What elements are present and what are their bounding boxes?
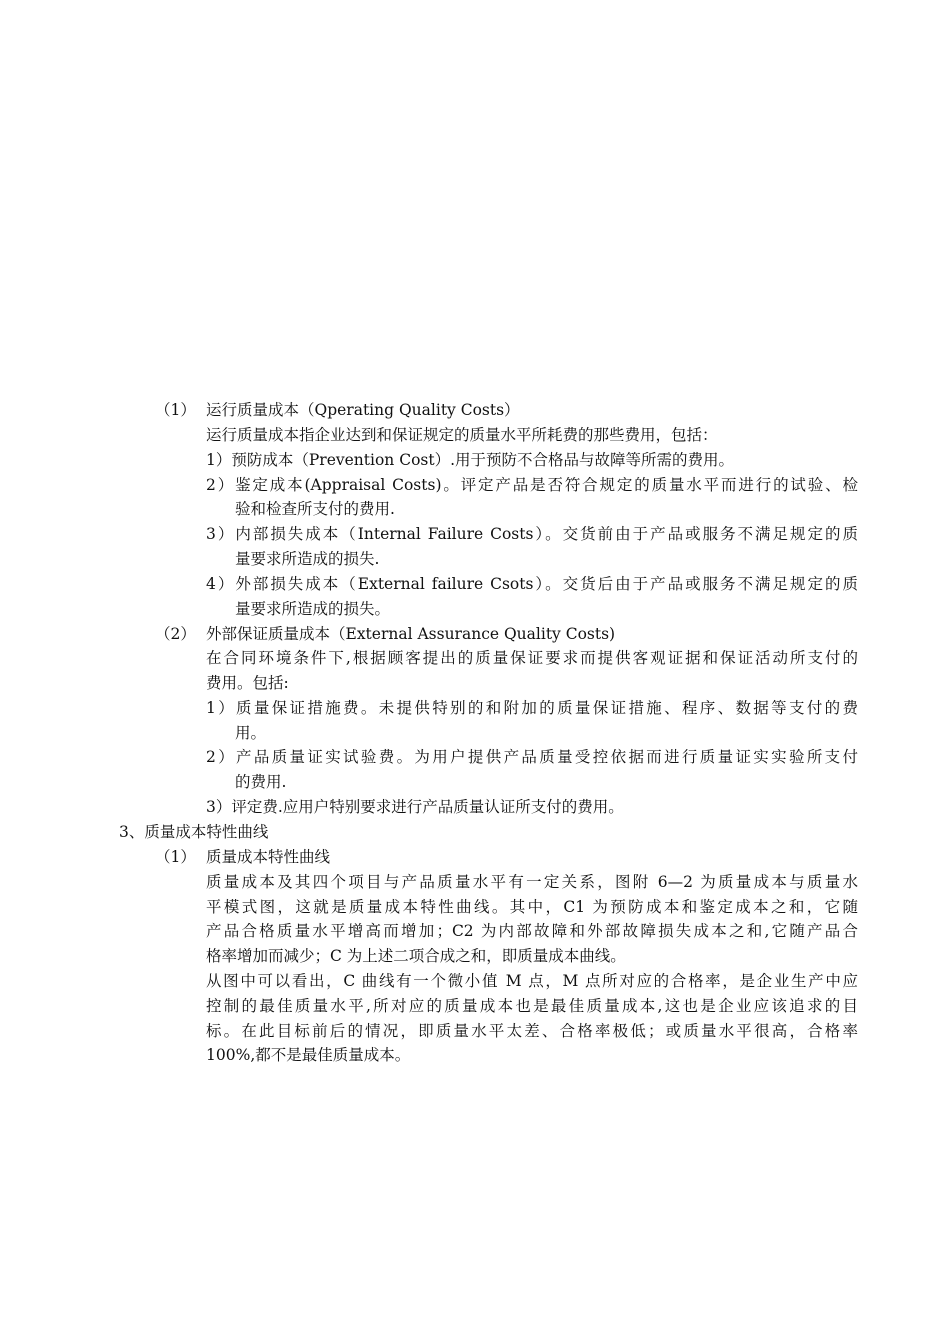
section1-intro: 运行质量成本指企业达到和保证规定的质量水平所耗费的那些费用，包括： [206, 426, 718, 444]
section3-paragraph1-line1: 质量成本及其四个项目与产品质量水平有一定关系，图附 6—2 为质量成本与质量水 [206, 873, 858, 891]
heading-quality-cost-curve: 3、质量成本特性曲线 [119, 823, 269, 841]
section3-paragraph2-line1: 从图中可以看出，C 曲线有一个微小值 M 点，M 点所对应的合格率，是企业生产中应 [206, 972, 858, 990]
section3-number: （1） [155, 848, 196, 866]
section1-item-internal-failure-cont: 量要求所造成的损失. [235, 550, 380, 568]
section3-paragraph1-line2: 平模式图，这就是质量成本特性曲线。其中，C1 为预防成本和鉴定成本之和，它随 [206, 898, 858, 916]
section3-title: 质量成本特性曲线 [206, 848, 331, 866]
section2-intro-cont: 费用。包括: [206, 674, 289, 692]
section2-item-evaluation-fee: 3）评定费.应用户特别要求进行产品质量认证所支付的费用。 [206, 798, 624, 816]
section1-item-appraisal-cont: 验和检查所支付的费用. [235, 500, 395, 518]
section3-paragraph2-line2: 控制的最佳质量水平,所对应的质量成本也是最佳质量成本,这也是企业应该追求的目 [206, 997, 858, 1015]
section1-number: （1） [155, 401, 196, 419]
section1-item-external-failure-cont: 量要求所造成的损失。 [235, 600, 391, 618]
section2-item-verification-test-cont: 的费用. [235, 773, 287, 791]
section2-item-assurance-measures: 1）质量保证措施费。未提供特别的和附加的质量保证措施、程序、数据等支付的费 [206, 699, 858, 717]
section2-number: （2） [155, 625, 196, 643]
section2-item-assurance-measures-cont: 用。 [235, 724, 267, 742]
section1-item-prevention: 1）预防成本（Prevention Cost）.用于预防不合格品与故障等所需的费用。 [206, 451, 735, 469]
section3-paragraph1-line3: 产品合格质量水平增高而增加；C2 为内部故障和外部故障损失成本之和,它随产品合 [206, 922, 858, 940]
section1-item-external-failure: 4）外部损失成本（External failure Csots）。交货后由于产品或服务不满足规定的质 [206, 575, 858, 593]
section2-title: 外部保证质量成本（External Assurance Quality Costs) [206, 625, 616, 643]
section3-paragraph1-line4: 格率增加而减少；C 为上述二项合成之和，即质量成本曲线。 [206, 947, 626, 965]
section1-title: 运行质量成本（Qperating Quality Costs） [206, 401, 520, 419]
section2-intro: 在合同环境条件下,根据顾客提出的质量保证要求而提供客观证据和保证活动所支付的 [206, 649, 858, 667]
section1-item-internal-failure: 3）内部损失成本（Internal Failure Costs）。交货前由于产品或服务不满足规定的质 [206, 525, 858, 543]
section3-paragraph2-line4: 100%,都不是最佳质量成本。 [206, 1046, 411, 1064]
section1-item-appraisal: 2）鉴定成本(Appraisal Costs)。评定产品是否符合规定的质量水平而进行的试验、检 [206, 476, 858, 494]
section3-paragraph2-line3: 标。在此目标前后的情况，即质量水平太差、合格率极低；或质量水平很高，合格率 [206, 1022, 858, 1040]
section2-item-verification-test: 2）产品质量证实试验费。为用户提供产品质量受控依据而进行质量证实实验所支付 [206, 748, 858, 766]
